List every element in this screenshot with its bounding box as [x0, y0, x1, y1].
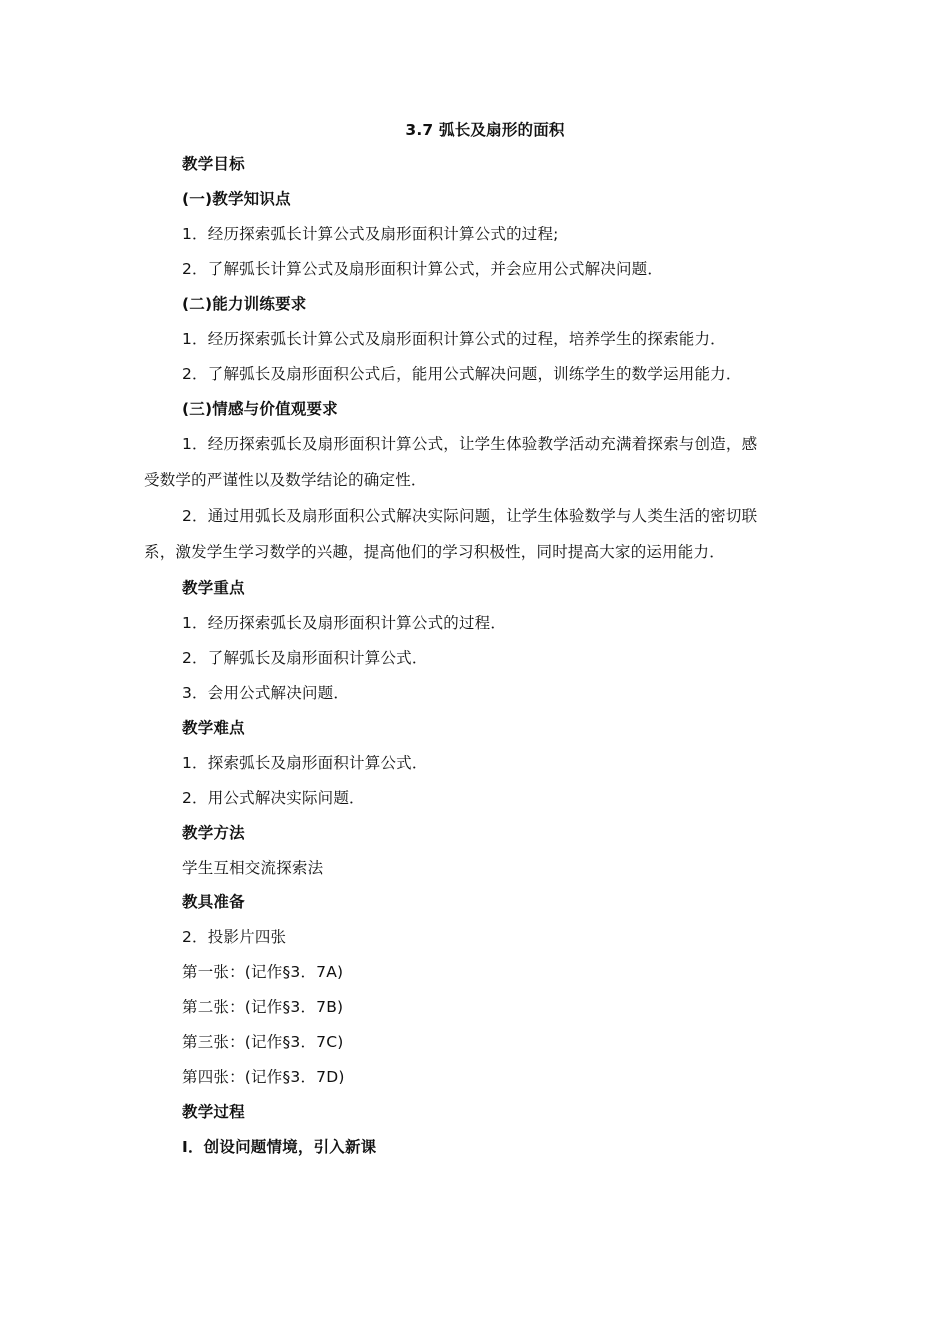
tools-item-4: 第三张：(记作§3．7C) [182, 1033, 344, 1051]
heading-difficulties: 教学难点 [182, 719, 245, 737]
key-point-item-1: 1．经历探索弧长及扇形面积计算公式的过程． [182, 614, 507, 632]
heading-tools: 教具准备 [182, 893, 245, 911]
emotion-item-1-line-1: 1．经历探索弧长及扇形面积计算公式，让学生体验教学活动充满着探索与创造，感 [182, 435, 758, 453]
heading-process: 教学过程 [182, 1103, 245, 1121]
tools-item-2: 第一张：(记作§3．7A) [182, 963, 344, 981]
heading-method: 教学方法 [182, 824, 245, 842]
difficulty-item-1: 1．探索弧长及扇形面积计算公式． [182, 754, 428, 772]
emotion-item-1-line-2: 受数学的严谨性以及数学结论的确定性． [144, 471, 427, 489]
ability-item-1: 1．经历探索弧长计算公式及扇形面积计算公式的过程，培养学生的探索能力． [182, 330, 726, 348]
emotion-item-2-line-1: 2．通过用弧长及扇形面积公式解决实际问题，让学生体验数学与人类生活的密切联 [182, 507, 758, 525]
emotion-item-2-line-2: 系，激发学生学习数学的兴趣，提高他们的学习积极性，同时提高大家的运用能力． [144, 543, 725, 561]
tools-item-5: 第四张：(记作§3．7D) [182, 1068, 345, 1086]
page-title: 3.7 弧长及扇形的面积 [405, 121, 565, 139]
heading-key-points: 教学重点 [182, 579, 245, 597]
method-text: 学生互相交流探索法 [182, 859, 324, 877]
heading-knowledge: (一)教学知识点 [182, 190, 291, 208]
difficulty-item-2: 2．用公式解决实际问题． [182, 789, 365, 807]
heading-objectives: 教学目标 [182, 155, 245, 173]
ability-item-2: 2．了解弧长及扇形面积公式后，能用公式解决问题，训练学生的数学运用能力． [182, 365, 742, 383]
tools-item-3: 第二张：(记作§3．7B) [182, 998, 344, 1016]
key-point-item-3: 3．会用公式解决问题． [182, 684, 350, 702]
knowledge-item-2: 2．了解弧长计算公式及扇形面积计算公式，并会应用公式解决问题． [182, 260, 664, 278]
heading-emotion: (三)情感与价值观要求 [182, 400, 338, 418]
key-point-item-2: 2．了解弧长及扇形面积计算公式． [182, 649, 428, 667]
tools-item-1: 2．投影片四张 [182, 928, 287, 946]
process-step-1: Ⅰ．创设问题情境，引入新课 [182, 1138, 377, 1156]
heading-ability: (二)能力训练要求 [182, 295, 307, 313]
knowledge-item-1: 1．经历探索弧长计算公式及扇形面积计算公式的过程; [182, 225, 559, 243]
